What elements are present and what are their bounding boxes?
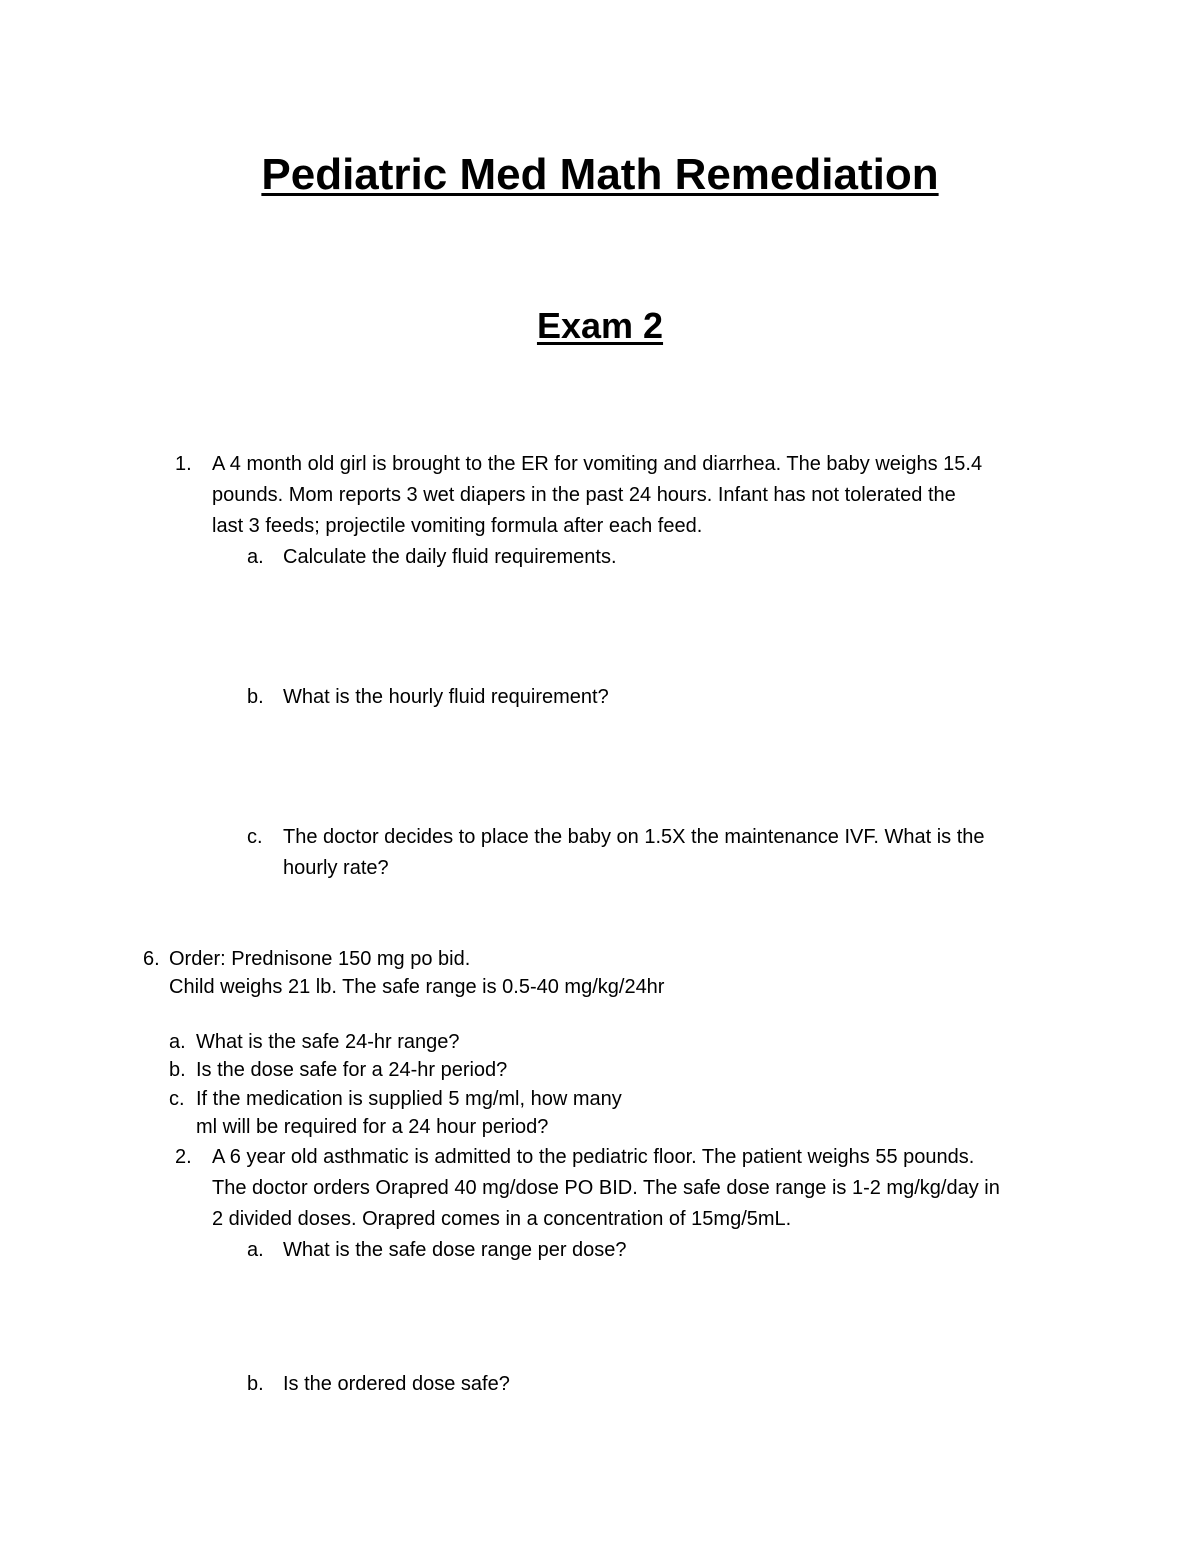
question-1-line-2: pounds. Mom reports 3 wet diapers in the past 24 hours. Infant has not tolerated the	[212, 484, 956, 506]
question-1-number: 1.	[175, 453, 192, 475]
question-6a-text: What is the safe 24-hr range?	[196, 1031, 460, 1053]
question-6-number: 6.	[143, 948, 160, 970]
question-2a-marker: a.	[247, 1239, 264, 1261]
question-1c-line-2: hourly rate?	[283, 857, 389, 879]
document-subtitle: Exam 2	[536, 305, 664, 346]
question-2-line-2: The doctor orders Orapred 40 mg/dose PO BID. The safe dose range is 1-2 mg/kg/day in	[212, 1177, 1000, 1199]
question-1a-text: Calculate the daily fluid requirements.	[283, 546, 617, 568]
question-2-line-3: 2 divided doses. Orapred comes in a concentration of 15mg/5mL.	[212, 1208, 792, 1230]
question-6c-line-1: If the medication is supplied 5 mg/ml, how many	[196, 1088, 622, 1110]
question-1a-marker: a.	[247, 546, 264, 568]
question-1b-text: What is the hourly fluid requirement?	[283, 686, 609, 708]
question-1c-line-1: The doctor decides to place the baby on 1.5X the maintenance IVF. What is the	[283, 826, 985, 848]
question-2b-marker: b.	[247, 1373, 264, 1395]
question-6c-line-2: ml will be required for a 24 hour period?	[196, 1116, 549, 1138]
question-6-line-2: Child weighs 21 lb. The safe range is 0.5-40 mg/kg/24hr	[169, 976, 665, 998]
question-1-line-1: A 4 month old girl is brought to the ER for vomiting and diarrhea. The baby weighs 15.4	[212, 453, 983, 475]
question-1-line-3: last 3 feeds; projectile vomiting formula after each feed.	[212, 515, 703, 537]
question-6c-marker: c.	[169, 1088, 185, 1110]
question-2b-text: Is the ordered dose safe?	[283, 1373, 510, 1395]
question-2-number: 2.	[175, 1146, 192, 1168]
question-2a-text: What is the safe dose range per dose?	[283, 1239, 627, 1261]
question-6b-marker: b.	[169, 1059, 186, 1081]
question-2-line-1: A 6 year old asthmatic is admitted to the pediatric floor. The patient weighs 55 pounds.	[212, 1146, 975, 1168]
question-6a-marker: a.	[169, 1031, 186, 1053]
question-6-line-1: Order: Prednisone 150 mg po bid.	[169, 948, 471, 970]
document-title: Pediatric Med Math Remediation	[261, 150, 939, 199]
question-6b-text: Is the dose safe for a 24-hr period?	[196, 1059, 508, 1081]
question-1c-marker: c.	[247, 826, 263, 848]
question-1b-marker: b.	[247, 686, 264, 708]
